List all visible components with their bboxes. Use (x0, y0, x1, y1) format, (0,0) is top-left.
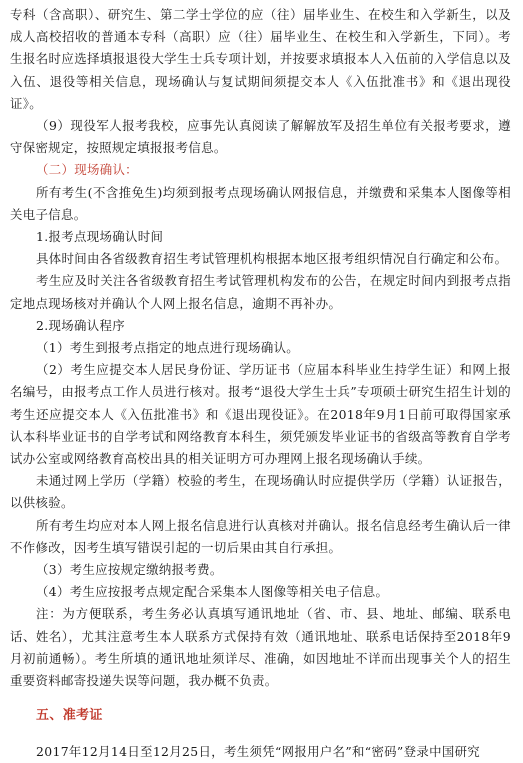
section-heading-onsite-confirmation: （二）现场确认： (36, 162, 138, 178)
paragraph-verify-info: 所有考生均应对本人网上报名信息进行认真核对并确认。报名信息经考生确认后一律不作修改，因考生填写错误引起的一切后果由其自行承担。 (10, 517, 511, 555)
paragraph-time-determined: 具体时间由各省级教育招生考试管理机构根据本地区报考组织情况自行确定和公布。 (36, 251, 508, 267)
paragraph-step-3: （3）考生应按规定缴纳报考费。 (36, 562, 223, 578)
subheading-confirmation-time: 1.报考点现场确认时间 (36, 229, 164, 245)
paragraph-eligibility-continued: 专科（含高职）、研究生、第二学士学位的应（往）届毕业生、在校生和入学新生，以及成人高校招收的普通本专科（高职）应（往）届毕业生、在校生和入学新生，下同）。考生报名时应选择填报退役大学生士兵专项计划，并按要求填报本人入伍前的入学信息以及入伍、退役等相关信息，现场确认与复试期间须提交本人《入伍批准书》和《退出现役证》。 (10, 7, 511, 111)
section-heading-admission-ticket: 五、准考证 (36, 708, 103, 724)
paragraph-unverified-education: 未通过网上学历（学籍）校验的考生，在现场确认时应提供学历（学籍）认证报告，以供核验。 (10, 473, 511, 511)
paragraph-step-4: （4）考生应按报考点规定配合采集本人图像等相关电子信息。 (36, 584, 389, 600)
paragraph-note-contact: 注：为方便联系，考生务必认真填写通讯地址（省、市、县、地址、邮编、联系电话、姓名），尤其注意考生本人联系方式保持有效（通讯地址、联系电话保持至2018年9月初前通畅）。考生所填的通讯地址须详尽、准确，如因地址不详而出现事关个人的招生重要资料邮寄投递失误等问题，我办概不负责。 (10, 606, 511, 689)
paragraph-step-2: （2）考生应提交本人居民身份证、学历证书（应届本科毕业生持学生证）和网上报名编号，由报考点工作人员进行核对。报考“退役大学生士兵”专项硕士研究生招生计划的考生还应提交本人《入伍批准书》和《退出现役证》。在2018年9月1日前可取得国家承认本科毕业证书的自学考试和网络教育本科生，须凭颁发毕业证书的省级高等教育自学考试办公室或网络教育高校出具的相关证明方可办理网上报名现场确认手续。 (10, 362, 511, 467)
paragraph-watch-announcements: 考生应及时关注各省级教育招生考试管理机构发布的公告，在规定时间内到报考点指定地点现场核对并确认个人网上报名信息，逾期不再补办。 (10, 273, 511, 311)
paragraph-item-9: （9）现役军人报考我校，应事先认真阅读了解解放军及招生单位有关报考要求，遵守保密规定，按照规定填报报考信息。 (10, 118, 511, 156)
subheading-confirmation-procedure: 2.现场确认程序 (36, 317, 125, 333)
paragraph-step-1: （1）考生到报考点指定的地点进行现场确认。 (36, 340, 300, 356)
paragraph-onsite-intro: 所有考生(不含推免生)均须到报考点现场确认网报信息，并缴费和采集本人图像等相关电子信息。 (10, 184, 511, 222)
paragraph-admission-ticket-dates: 2017年12月14日至12月25日，考生须凭“网报用户名”和“密码”登录中国研究 (36, 743, 481, 759)
